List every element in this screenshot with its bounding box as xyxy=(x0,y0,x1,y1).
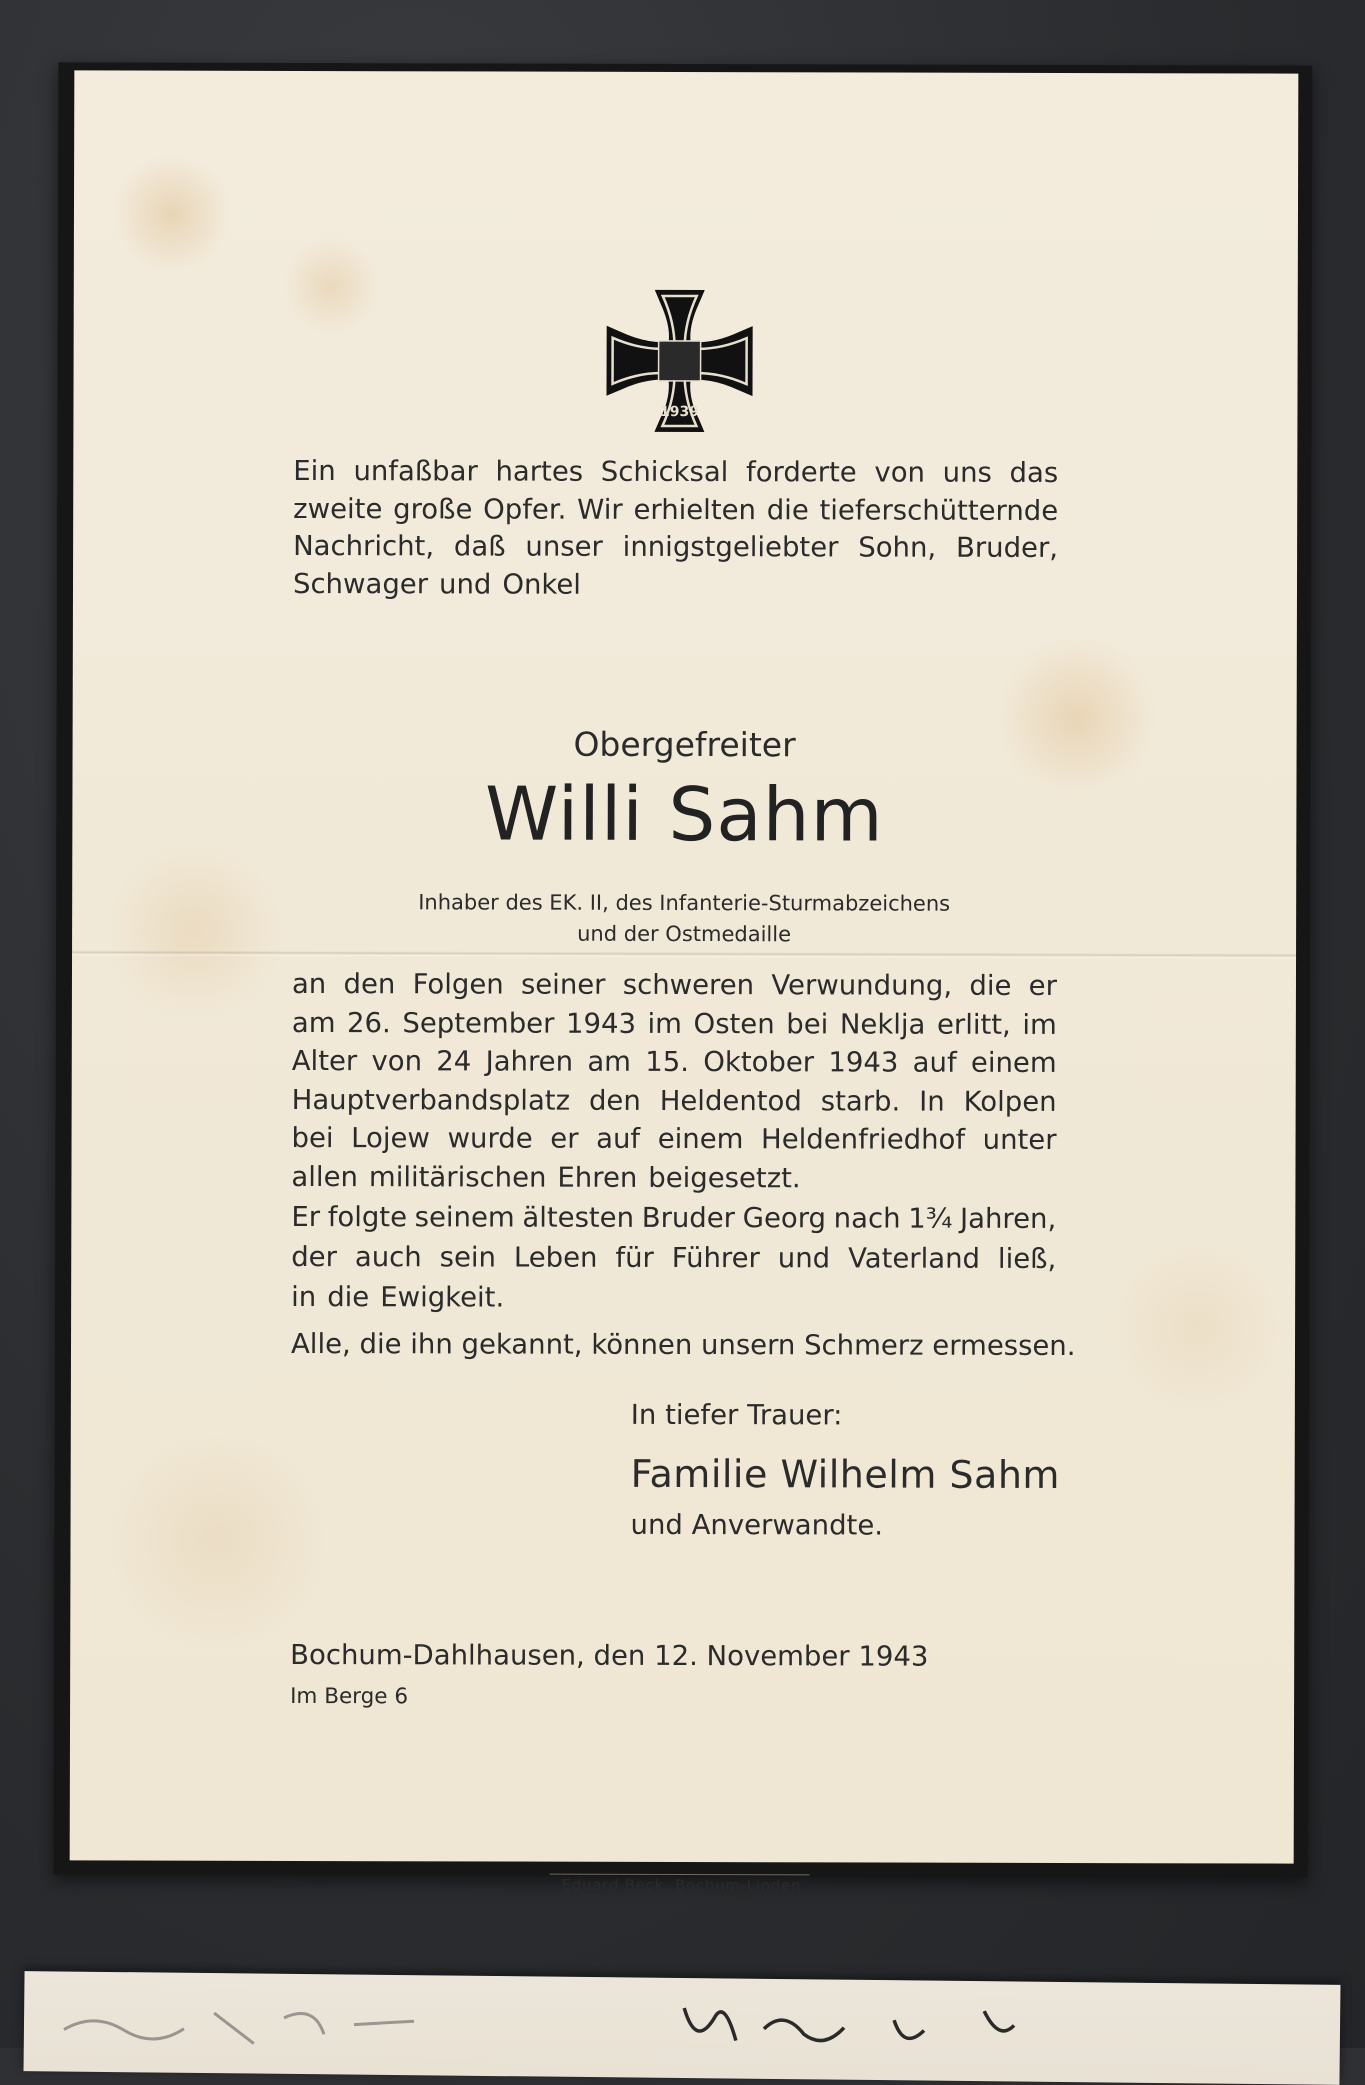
text-line xyxy=(293,453,1058,493)
text-line xyxy=(291,1157,1056,1198)
word: Sohn, xyxy=(858,531,937,564)
word: wurde xyxy=(447,1122,533,1155)
word: nach xyxy=(833,1202,901,1235)
place-date: Bochum-Dahlhausen, den 12. November 1943 xyxy=(290,1638,929,1673)
text-line xyxy=(291,1277,1056,1319)
death-notice-card xyxy=(54,62,1313,1895)
word: Osten xyxy=(693,1007,775,1040)
word: einem xyxy=(970,1046,1057,1079)
word: der xyxy=(291,1240,337,1274)
word: erhielten xyxy=(633,493,757,526)
text-line xyxy=(291,1237,1056,1279)
word: Bruder xyxy=(641,1201,736,1235)
word: Schwager xyxy=(292,567,429,600)
word: Lojew xyxy=(351,1122,430,1155)
word: 1943 xyxy=(828,1046,899,1079)
word: Jahren xyxy=(485,1045,574,1078)
word: Kolpen xyxy=(963,1085,1057,1118)
word: sein xyxy=(439,1241,497,1274)
text-line xyxy=(292,965,1057,1006)
word: unter xyxy=(982,1123,1057,1156)
word: Schicksal xyxy=(600,455,729,489)
word: 1943 xyxy=(565,1007,637,1040)
word: zweite xyxy=(293,492,383,525)
word: den xyxy=(588,1084,641,1117)
word: Folgen xyxy=(412,968,504,1001)
word: Bruder, xyxy=(955,531,1059,564)
word: er xyxy=(550,1122,579,1155)
word: folgte xyxy=(327,1201,408,1234)
street-address: Im Berge 6 xyxy=(290,1683,409,1710)
word: die xyxy=(969,969,1012,1002)
word: Vaterland xyxy=(848,1242,981,1275)
word: Nachricht, xyxy=(293,529,435,563)
word: auf xyxy=(912,1046,957,1079)
awards-text xyxy=(72,886,1296,951)
word: große xyxy=(393,492,473,525)
intro-paragraph xyxy=(293,453,1058,605)
notice-paper xyxy=(70,70,1299,1895)
word: ließ, xyxy=(997,1242,1057,1275)
word: am xyxy=(291,1006,336,1039)
word: Alter xyxy=(291,1044,358,1078)
word: Ehren xyxy=(557,1161,638,1194)
emblem-year: 1939 xyxy=(659,403,699,421)
word: tieferschütternde xyxy=(819,493,1059,527)
word: Ewigkeit. xyxy=(380,1281,505,1314)
text-line xyxy=(292,1080,1057,1121)
word: innigstgeliebter xyxy=(622,530,839,564)
word: Oktober xyxy=(703,1046,815,1079)
text-line xyxy=(292,1119,1057,1160)
closing-line: Alle, die ihn gekannt, können unsern Schmerz ermessen. xyxy=(290,1327,1076,1363)
word: 26. xyxy=(347,1006,391,1039)
word: und xyxy=(777,1242,831,1275)
word: von xyxy=(371,1045,423,1078)
word: Leben xyxy=(513,1241,598,1274)
text-line xyxy=(292,1003,1057,1044)
word: in xyxy=(291,1280,317,1314)
word: Wir xyxy=(577,493,623,526)
word: Heldenfriedhof xyxy=(761,1123,966,1156)
printer-imprint: Eduard Beck, Bochum-Linden xyxy=(561,1877,802,1895)
word: den xyxy=(343,968,396,1001)
word: Führer xyxy=(671,1241,760,1275)
word: an xyxy=(291,967,327,1001)
word: Opfer. xyxy=(483,492,567,526)
word: starb. xyxy=(820,1084,901,1118)
word: unser xyxy=(525,530,603,563)
word: ältesten xyxy=(522,1201,635,1234)
word: die xyxy=(327,1281,370,1314)
relatives-label: und Anverwandte. xyxy=(630,1508,884,1542)
word: hartes xyxy=(495,455,584,488)
word: erlitt, xyxy=(936,1008,1011,1041)
word: allen xyxy=(291,1160,358,1193)
deceased-name: Willi Sahm xyxy=(484,771,884,859)
word: und xyxy=(438,567,492,600)
word: Heldentod xyxy=(659,1084,802,1117)
word: Georg xyxy=(742,1202,827,1235)
handwriting-mark xyxy=(24,1971,1341,2085)
death-details-paragraph xyxy=(291,965,1057,1198)
word: In xyxy=(919,1085,945,1118)
word: die xyxy=(766,493,809,526)
word: seiner xyxy=(520,968,606,1001)
word: bei xyxy=(291,1121,334,1155)
word: für xyxy=(615,1241,654,1274)
word: auch xyxy=(354,1241,422,1274)
text-line xyxy=(291,1197,1056,1239)
word: militärischen xyxy=(368,1160,547,1194)
deceased-rank: Obergefreiter xyxy=(573,724,796,765)
word: im xyxy=(647,1007,683,1040)
word: von xyxy=(874,456,926,489)
word: seinem xyxy=(414,1201,515,1234)
word: einem xyxy=(657,1122,744,1156)
word: forderte xyxy=(745,456,857,489)
word: daß xyxy=(453,530,506,563)
text-line xyxy=(293,565,1058,605)
word: bei xyxy=(786,1007,829,1040)
word: beigesetzt. xyxy=(648,1161,801,1194)
word: 1¾ xyxy=(908,1202,953,1235)
word: Jahren, xyxy=(960,1202,1057,1235)
awards-line-1: Inhaber des EK. II, des Infanterie-Sturmabzeichens xyxy=(418,890,951,916)
word: 24 xyxy=(436,1045,472,1078)
underlying-sheet xyxy=(24,1971,1341,2085)
awards-line-2: und der Ostmedaille xyxy=(577,921,792,947)
word: am xyxy=(587,1045,632,1078)
text-line xyxy=(293,528,1058,568)
paper-fold xyxy=(72,950,1296,959)
word: im xyxy=(1022,1008,1057,1041)
word: er xyxy=(1028,969,1057,1002)
word: schweren xyxy=(622,968,755,1002)
mourning-label: In tiefer Trauer: xyxy=(630,1398,843,1432)
word: 15. xyxy=(645,1045,690,1079)
word: Neklja xyxy=(839,1007,926,1041)
word: September xyxy=(402,1006,555,1040)
word: auf xyxy=(596,1122,641,1155)
word: das xyxy=(1009,456,1059,489)
iron-cross-icon xyxy=(602,286,756,436)
word: Ein xyxy=(293,454,336,488)
text-line xyxy=(293,490,1058,530)
brother-paragraph xyxy=(291,1197,1056,1319)
word: Verwundung, xyxy=(771,969,953,1002)
family-name: Familie Wilhelm Sahm xyxy=(630,1451,1061,1497)
word: Hauptverbandsplatz xyxy=(291,1083,571,1117)
printer-rule xyxy=(550,1874,810,1876)
text-line xyxy=(292,1042,1057,1083)
word: unfaßbar xyxy=(353,455,478,488)
word: uns xyxy=(942,456,992,489)
word: Onkel xyxy=(502,568,582,601)
word: Er xyxy=(291,1200,321,1234)
